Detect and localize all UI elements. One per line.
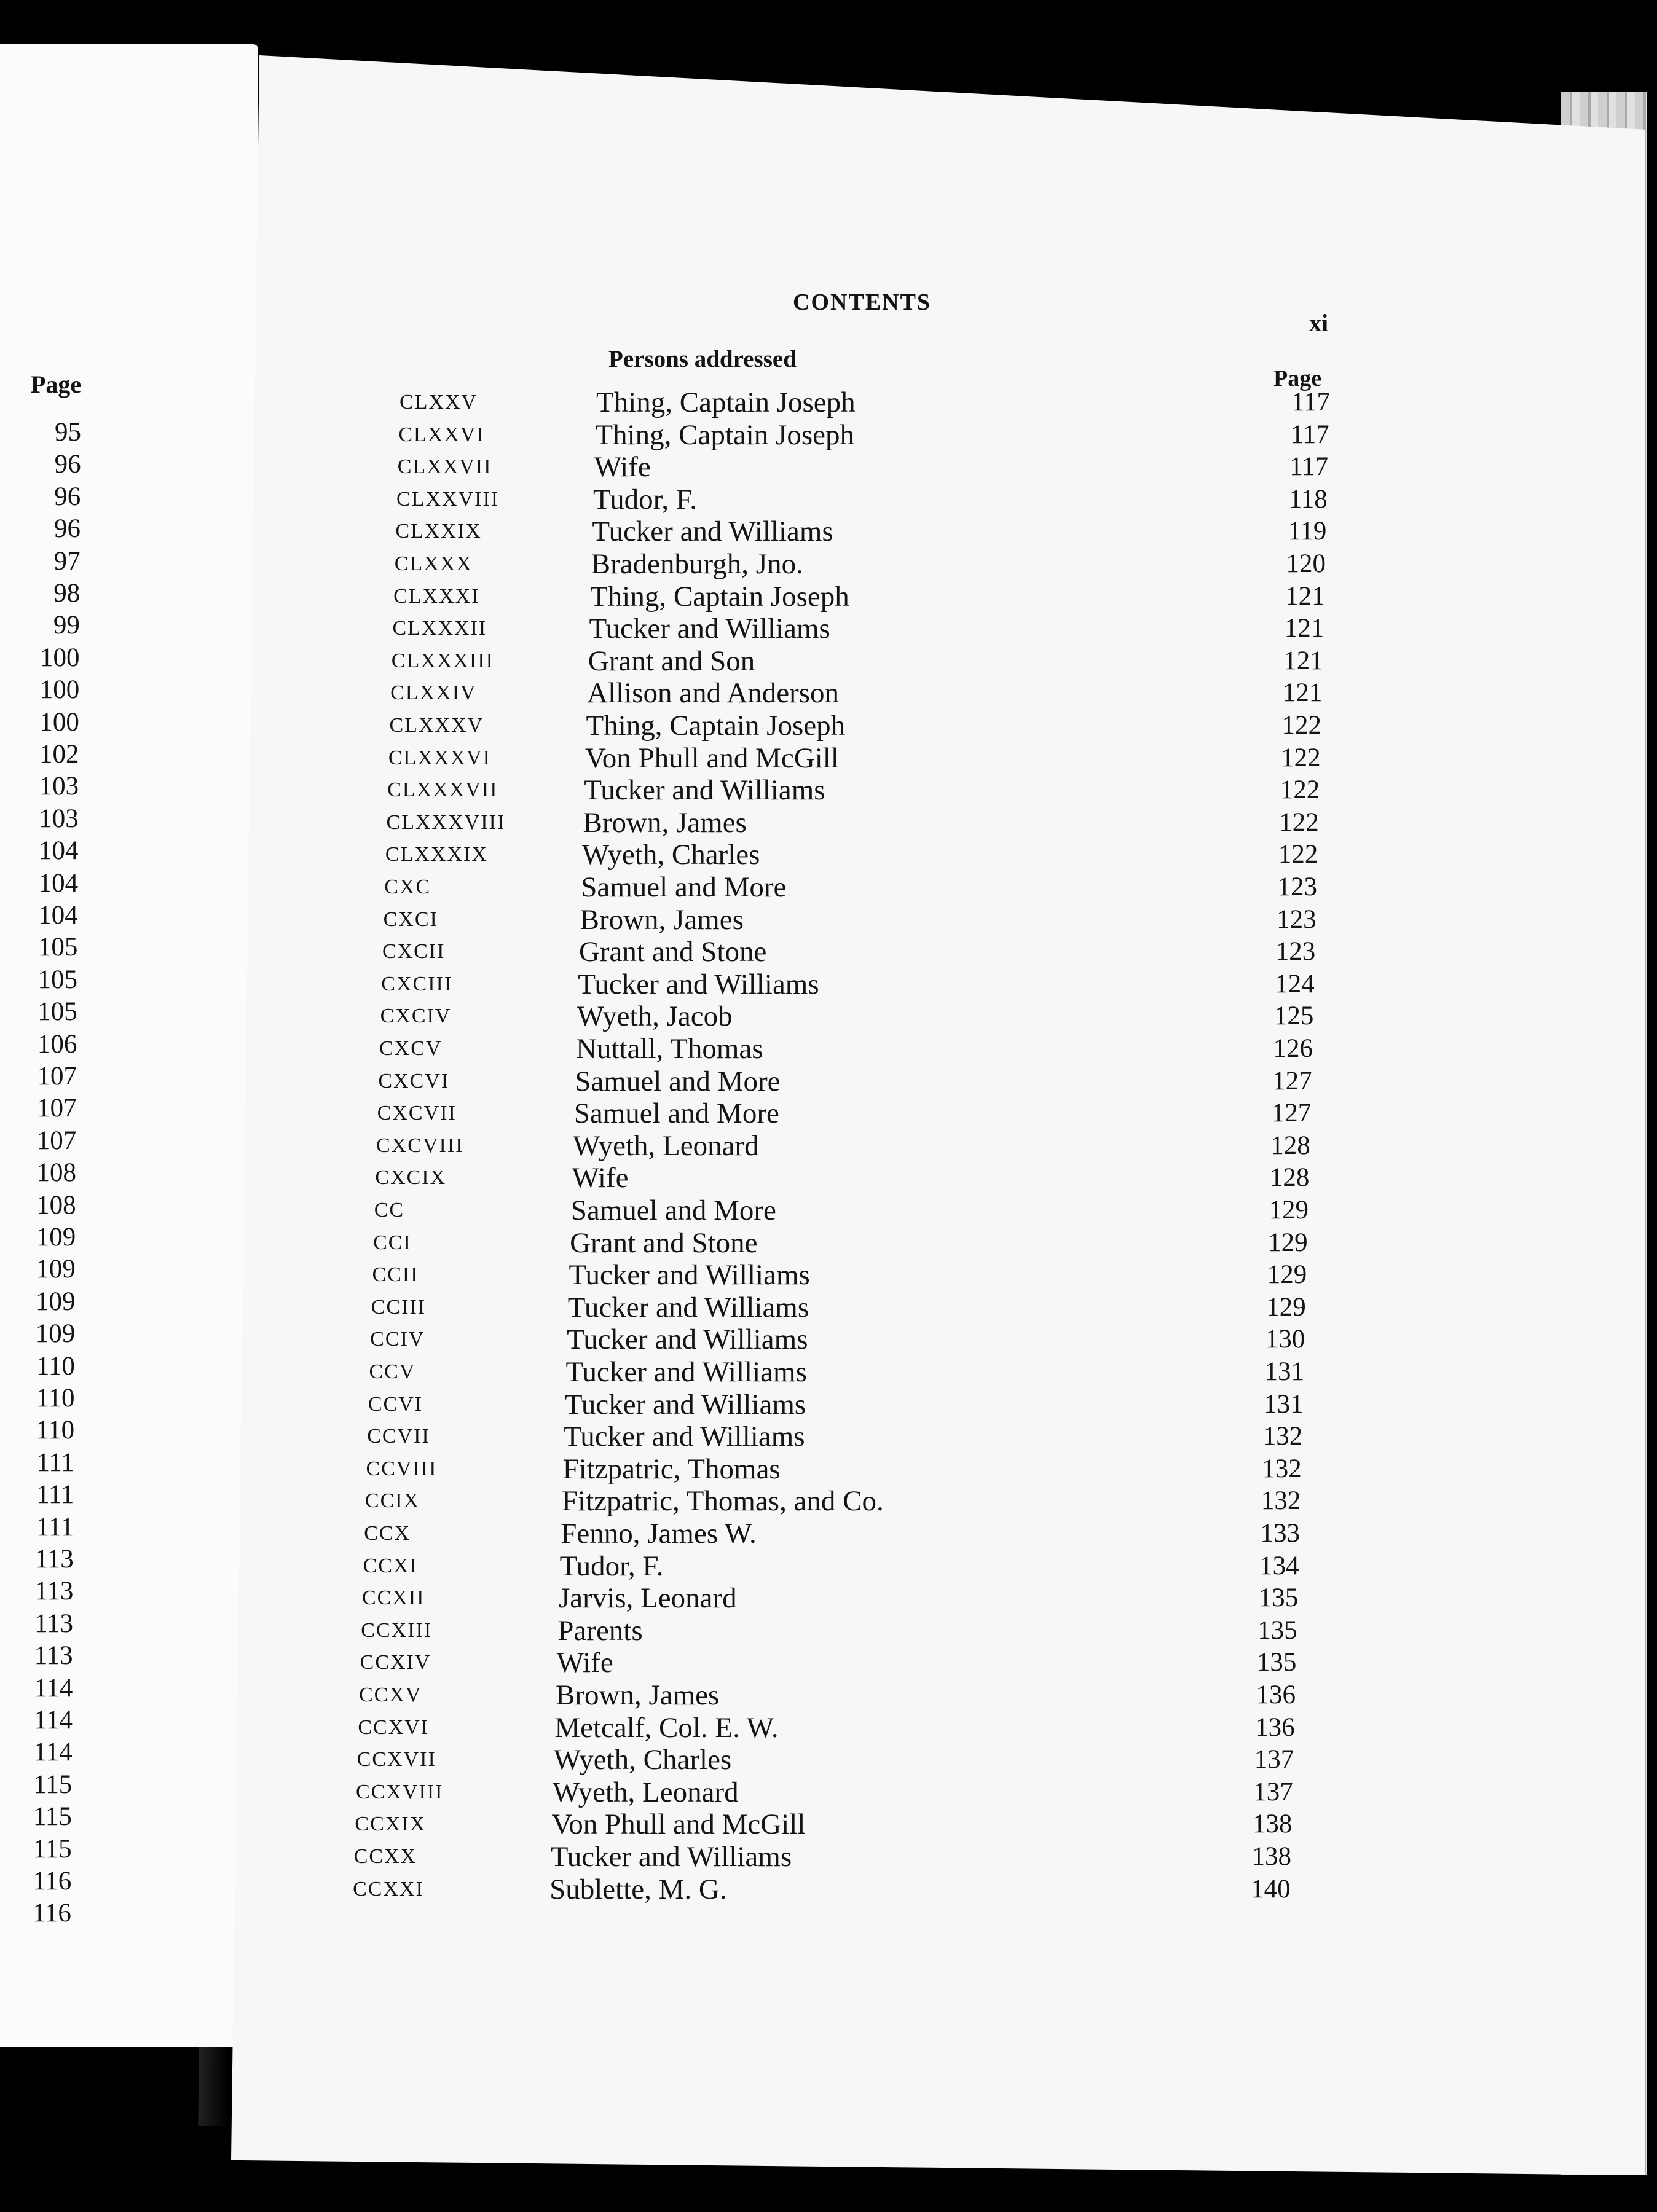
left-page-number: 113 [34, 1641, 73, 1671]
person-addressed: Brown, James [580, 903, 744, 936]
page-number: 121 [1283, 646, 1323, 675]
page-number: 123 [1277, 904, 1317, 934]
person-addressed: Bradenburgh, Jno. [591, 548, 803, 580]
person-addressed: Allison and Anderson [587, 677, 840, 710]
contents-entry [388, 742, 1347, 774]
letter-number: CLXXXIII [391, 649, 494, 672]
letter-number: CXCV [379, 1037, 443, 1060]
left-page-number: 109 [36, 1223, 76, 1252]
page-number: 135 [1258, 1583, 1299, 1613]
left-page-number: 110 [36, 1416, 75, 1445]
letter-number: CXCI [383, 908, 438, 931]
contents-entry [390, 709, 1348, 741]
left-page-number: 96 [54, 450, 81, 479]
letter-number: CCV [369, 1360, 416, 1383]
contents-entry [354, 1840, 1313, 1872]
page-number: 125 [1273, 1002, 1314, 1031]
page-number: 121 [1285, 581, 1325, 611]
contents-entry [387, 774, 1346, 806]
person-addressed: Brown, James [583, 806, 747, 839]
left-page-number: 111 [36, 1512, 74, 1542]
letter-number: CXCVI [378, 1069, 450, 1092]
letter-number: CXCIX [375, 1166, 447, 1190]
page-number: 128 [1269, 1163, 1310, 1193]
left-page-number: 110 [36, 1351, 75, 1381]
left-page-number: 114 [34, 1673, 73, 1703]
contents-entry [363, 1550, 1322, 1582]
left-page-number: 111 [36, 1448, 74, 1477]
page-number: 129 [1268, 1228, 1308, 1257]
letter-number: CCXX [353, 1845, 417, 1868]
running-head: CONTENTS [793, 289, 932, 315]
contents-entry [356, 1776, 1315, 1808]
person-addressed: Grant and Stone [578, 936, 767, 968]
letter-number: CCXIX [355, 1813, 427, 1836]
person-addressed: Thing, Captain Joseph [586, 710, 846, 742]
left-page-number: 113 [34, 1609, 74, 1638]
letter-number: CCIX [364, 1489, 420, 1513]
page-number: 117 [1291, 388, 1330, 417]
person-addressed: Wyeth, Leonard [553, 1776, 739, 1808]
person-addressed: Samuel and More [570, 1194, 776, 1226]
person-addressed: Fitzpatric, Thomas, and Co. [561, 1485, 884, 1518]
contents-entry [378, 1065, 1337, 1097]
left-page-number: 113 [34, 1577, 74, 1606]
letter-number: CC [374, 1199, 405, 1222]
left-page-number: 103 [39, 804, 79, 833]
page-number: 136 [1256, 1681, 1296, 1709]
left-page-number: 96 [54, 482, 81, 511]
contents-entry [380, 1000, 1339, 1032]
person-addressed: Parents [557, 1614, 643, 1647]
contents-entry [384, 903, 1342, 935]
letter-number: CCXVII [356, 1748, 436, 1771]
letter-number: CCXXI [353, 1877, 424, 1900]
person-addressed: Tucker and Williams [584, 774, 825, 807]
page-number: 132 [1262, 1454, 1302, 1483]
letter-number: CCII [372, 1263, 419, 1287]
page-number: 124 [1275, 969, 1315, 998]
contents-entry [381, 968, 1340, 1000]
contents-entry [384, 871, 1343, 903]
contents-entry [368, 1388, 1327, 1420]
person-addressed: Samuel and More [575, 1065, 781, 1097]
letter-number: CLXXVII [397, 455, 492, 479]
person-addressed: Samuel and More [573, 1097, 779, 1130]
contents-entry [361, 1614, 1320, 1646]
page-number: 122 [1281, 711, 1321, 740]
page-number: 117 [1289, 452, 1329, 482]
page-number: 135 [1256, 1648, 1297, 1677]
person-addressed: Tucker and Williams [592, 516, 833, 548]
person-addressed: Grant and Stone [570, 1226, 758, 1259]
contents-entry [398, 418, 1357, 450]
person-addressed: Wife [556, 1647, 613, 1679]
person-addressed: Fitzpatric, Thomas [562, 1453, 781, 1485]
person-addressed: Metcalf, Col. E. W. [554, 1711, 779, 1744]
page-number: 127 [1271, 1099, 1312, 1128]
contents-entry [374, 1194, 1333, 1226]
contents-entry [377, 1097, 1336, 1129]
letter-number: CLXXXII [392, 617, 487, 640]
page-folio: xi [1309, 309, 1329, 337]
person-addressed: Brown, James [556, 1679, 720, 1711]
page-number: 129 [1266, 1292, 1306, 1322]
letter-number: CCXIII [361, 1618, 433, 1642]
page-number: 137 [1254, 1745, 1294, 1775]
person-addressed: Grant and Son [588, 645, 755, 677]
left-page-number: 100 [39, 707, 79, 737]
person-addressed: Samuel and More [581, 871, 787, 903]
contents-entry [393, 580, 1352, 612]
contents-entry [359, 1679, 1318, 1711]
left-page-number: 115 [33, 1802, 72, 1832]
person-addressed: Wyeth, Charles [581, 839, 760, 871]
page-number: 130 [1265, 1325, 1305, 1354]
page-number: 119 [1288, 517, 1327, 546]
contents-entry [392, 612, 1351, 644]
person-addressed: Tucker and Williams [550, 1841, 792, 1873]
left-page-header: Page [31, 371, 82, 398]
page-number: 132 [1262, 1422, 1303, 1451]
letter-number: CLXXXI [393, 584, 480, 608]
letter-number: CCVIII [366, 1457, 438, 1480]
left-page-number: 116 [32, 1899, 71, 1928]
person-addressed: Wyeth, Charles [553, 1744, 732, 1776]
page-number: 122 [1279, 807, 1319, 837]
contents-entry [353, 1873, 1312, 1905]
contents-entry [395, 515, 1354, 547]
letter-number: CXCVIII [376, 1134, 464, 1157]
contents-entry [355, 1808, 1313, 1840]
letter-number: CCXVIII [356, 1780, 444, 1803]
contents-entry [379, 1032, 1338, 1064]
page-number: 122 [1280, 775, 1320, 805]
person-addressed: Tucker and Williams [578, 968, 819, 1000]
letter-number: CCVII [367, 1425, 430, 1448]
letter-number: CXCVII [377, 1102, 457, 1125]
left-page-number: 116 [33, 1867, 72, 1896]
page-number: 138 [1251, 1842, 1291, 1871]
person-addressed: Thing, Captain Joseph [596, 386, 856, 418]
contents-entry [358, 1711, 1317, 1743]
page-number: 128 [1270, 1131, 1310, 1160]
left-page-number: 100 [40, 643, 80, 672]
page-number: 134 [1259, 1551, 1299, 1580]
letter-number: CLXXXIX [385, 843, 488, 866]
page-number: 131 [1264, 1357, 1304, 1386]
page-number: 135 [1258, 1615, 1297, 1645]
contents-entry [360, 1646, 1319, 1678]
left-page-number: 114 [34, 1706, 73, 1735]
left-page-number: 100 [39, 675, 80, 705]
page-column-header: Page [1273, 366, 1322, 391]
person-addressed: Tucker and Williams [565, 1356, 807, 1388]
person-addressed: Nuttall, Thomas [576, 1033, 763, 1065]
letter-number: CLXXXVIII [386, 810, 506, 834]
page-number: 123 [1277, 873, 1317, 901]
left-page-number: 109 [36, 1255, 76, 1284]
person-addressed: Tucker and Williams [564, 1421, 805, 1453]
letter-number: CLXXVIII [396, 487, 500, 511]
left-page-number: 115 [33, 1834, 72, 1864]
letter-number: CLXXIV [390, 681, 477, 705]
contents-entry [369, 1355, 1328, 1387]
left-page-number: 105 [37, 965, 78, 994]
left-page-number: 114 [33, 1738, 73, 1767]
contents-entry [362, 1582, 1321, 1614]
page-number: 121 [1282, 678, 1323, 708]
letter-number: CCX [364, 1522, 411, 1545]
page-number: 117 [1290, 420, 1329, 449]
letter-number: CCVI [368, 1392, 423, 1416]
person-addressed: Wife [572, 1162, 629, 1194]
contents-entry [387, 806, 1345, 838]
person-addressed: Thing, Captain Joseph [590, 580, 849, 613]
contents-entry [385, 838, 1344, 870]
contents-entry [398, 450, 1356, 482]
person-addressed: Tucker and Williams [589, 613, 830, 645]
left-page-number: 105 [37, 933, 78, 962]
letter-number: CXC [384, 876, 431, 898]
page-number: 136 [1255, 1712, 1295, 1742]
contents-entry [399, 386, 1358, 418]
left-page-number: 95 [55, 418, 81, 447]
letter-number: CCIV [370, 1328, 425, 1351]
page-number: 123 [1275, 937, 1316, 967]
letter-number: CXCIII [381, 972, 453, 995]
left-page-number: 106 [37, 1029, 77, 1059]
left-page-number: 98 [53, 579, 81, 608]
person-addressed: Wyeth, Jacob [577, 1000, 733, 1033]
person-addressed: Tudor, F. [559, 1550, 664, 1582]
page-number: 121 [1284, 614, 1324, 643]
contents-entry [371, 1291, 1330, 1323]
left-page-number: 109 [35, 1319, 76, 1349]
contents-entry [375, 1161, 1334, 1193]
contents-entry [366, 1453, 1325, 1484]
person-addressed: Sublette, M. G. [549, 1873, 727, 1905]
letter-number: CCXV [359, 1684, 422, 1706]
left-page-number: 108 [36, 1190, 76, 1220]
person-addressed: Tucker and Williams [567, 1291, 809, 1324]
person-addressed: Jarvis, Leonard [558, 1582, 737, 1615]
person-addressed: Tucker and Williams [564, 1388, 806, 1421]
left-page-number: 105 [37, 997, 77, 1027]
left-page-number: 115 [33, 1770, 73, 1799]
person-addressed: Wyeth, Leonard [573, 1129, 759, 1162]
contents-entry [357, 1743, 1316, 1775]
letter-number: CCXIV [360, 1651, 431, 1674]
letter-number: CCXII [361, 1586, 425, 1610]
page-number: 133 [1260, 1519, 1300, 1548]
person-addressed: Von Phull and McGill [551, 1808, 806, 1841]
contents-entry [373, 1226, 1332, 1258]
left-page-number: 109 [36, 1287, 76, 1316]
page-number: 120 [1286, 549, 1326, 578]
person-addressed: Thing, Captain Joseph [595, 418, 854, 451]
page-number: 137 [1253, 1777, 1293, 1806]
page-number: 138 [1252, 1810, 1293, 1839]
person-addressed: Tudor, F. [593, 483, 697, 516]
letter-number: CLXXXVII [387, 779, 498, 802]
page-number: 126 [1273, 1034, 1313, 1063]
contents-entry [370, 1323, 1329, 1355]
letter-number: CCIII [371, 1295, 427, 1319]
persons-addressed-header: Persons addressed [608, 346, 797, 372]
left-page-number: 107 [37, 1062, 77, 1091]
page-number: 132 [1261, 1486, 1301, 1516]
person-addressed: Tucker and Williams [569, 1259, 810, 1292]
contents-entry [376, 1129, 1335, 1161]
page-number: 129 [1267, 1260, 1307, 1290]
left-page-number: 111 [36, 1480, 74, 1510]
contents-entry [382, 935, 1341, 967]
letter-number: CLXXVI [398, 423, 485, 446]
person-addressed: Wife [594, 451, 651, 484]
left-page-number: 103 [39, 772, 79, 801]
left-page-number: 110 [36, 1384, 75, 1413]
left-page-number: 108 [36, 1158, 76, 1188]
contents-entry [396, 483, 1355, 515]
person-addressed: Tucker and Williams [567, 1324, 808, 1356]
left-page-number: 102 [39, 740, 79, 769]
page-number: 122 [1281, 743, 1321, 772]
left-page-number: 97 [53, 546, 81, 576]
contents-entry [395, 547, 1353, 579]
contents-entry [367, 1420, 1326, 1452]
page-number: 129 [1269, 1196, 1309, 1225]
contents-entry [365, 1484, 1324, 1516]
letter-number: CXCII [382, 940, 446, 963]
letter-number: CLXXXV [389, 714, 484, 737]
letter-number: CCXI [363, 1554, 418, 1577]
contents-entry [392, 645, 1350, 677]
left-page-number: 104 [38, 868, 79, 898]
left-page [0, 44, 258, 2047]
letter-number: CCXVI [358, 1716, 430, 1739]
letter-number: CLXXX [394, 552, 473, 575]
contents-entry [372, 1258, 1331, 1290]
person-addressed: Von Phull and McGill [584, 742, 839, 774]
letter-number: CLXXV [399, 391, 478, 414]
person-addressed: Fenno, James W. [561, 1518, 757, 1550]
letter-number: CCI [373, 1231, 412, 1254]
left-page-number: 104 [38, 836, 79, 866]
left-page-number: 99 [53, 611, 80, 640]
left-page-number: 104 [38, 901, 78, 930]
contents-entry [364, 1517, 1323, 1549]
left-page-number: 107 [36, 1126, 77, 1155]
left-page-number: 96 [53, 514, 81, 544]
page-number: 122 [1278, 840, 1318, 869]
page-number: 140 [1251, 1874, 1291, 1904]
left-page-number: 113 [34, 1545, 74, 1574]
letter-number: CLXXXVI [388, 746, 491, 769]
contents-entry [390, 677, 1349, 708]
page-number: 127 [1272, 1066, 1312, 1096]
page-number: 131 [1264, 1389, 1304, 1419]
page-number: 118 [1288, 484, 1328, 514]
letter-number: CXCIV [380, 1005, 452, 1028]
left-page-number: 107 [37, 1094, 77, 1123]
letter-number: CLXXIX [395, 520, 482, 543]
